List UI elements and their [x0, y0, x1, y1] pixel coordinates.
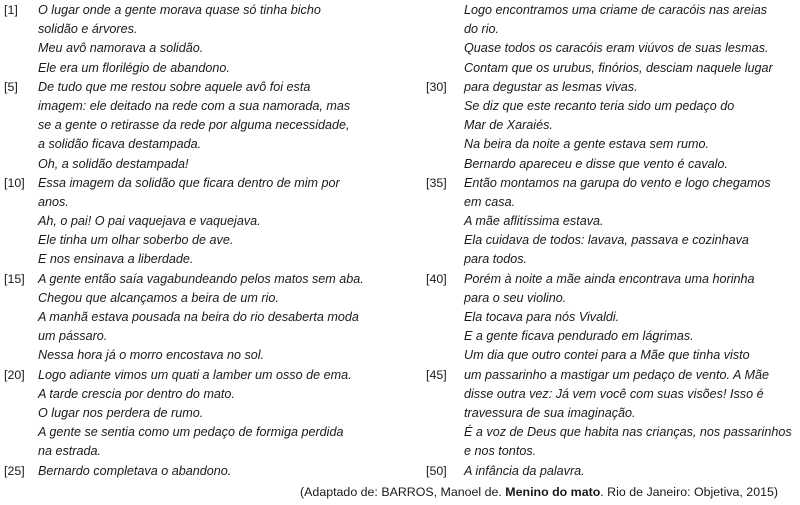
- poem-line: [4, 250, 394, 269]
- line-text: para todos.: [464, 252, 528, 267]
- poem-line: [426, 423, 800, 442]
- line-text: Se diz que este recanto teria sido um pedaço do: [464, 98, 735, 113]
- line-text: do rio.: [464, 22, 500, 37]
- poem-line: [426, 39, 800, 58]
- poem-line: [4, 270, 394, 289]
- poem-line: [426, 155, 800, 174]
- line-text: Mar de Xaraiés.: [464, 118, 553, 133]
- source-prefix: (Adaptado de: BARROS, Manoel de.: [300, 485, 502, 499]
- line-text: travessura de sua imaginação.: [464, 405, 636, 420]
- poem-line: [4, 59, 394, 78]
- line-text: Contam que os urubus, finórios, desciam naquele lugar: [464, 60, 773, 75]
- line-number: [40]: [426, 271, 447, 286]
- poem-line: [426, 327, 800, 346]
- line-text: solidão e árvores.: [38, 22, 138, 37]
- line-text: e nos tontos.: [464, 444, 537, 459]
- poem-line: [4, 366, 394, 385]
- poem-line: [4, 212, 394, 231]
- line-text: Chegou que alcançamos a beira de um rio.: [38, 290, 279, 305]
- line-number: [50]: [426, 463, 447, 478]
- line-text: Ela cuidava de todos: lavava, passava e cozinhava: [464, 233, 749, 248]
- poem-line: [426, 366, 800, 385]
- line-text: E nos ensinava a liberdade.: [38, 252, 194, 267]
- poem-line: [4, 97, 394, 116]
- source-title: Menino do mato: [505, 485, 601, 499]
- line-text: Meu avô namorava a solidão.: [38, 41, 204, 56]
- poem-line: [4, 385, 394, 404]
- line-text: Um dia que outro contei para a Mãe que tinha visto: [464, 348, 750, 363]
- poem-line: [426, 135, 800, 154]
- poem-line: [4, 231, 394, 250]
- poem-line: [426, 308, 800, 327]
- line-text: Logo encontramos uma criame de caracóis nas areias: [464, 3, 768, 17]
- line-text: um pássaro.: [38, 329, 108, 344]
- poem-line: [4, 423, 394, 442]
- line-text: E a gente ficava pendurado em lágrimas.: [464, 329, 694, 344]
- line-text: Na beira da noite a gente estava sem rumo.: [464, 137, 710, 152]
- poem-line: [4, 1, 394, 20]
- line-text: O lugar onde a gente morava quase só tinha bicho: [38, 3, 321, 17]
- line-text: Bernardo apareceu e disse que vento é cavalo.: [464, 156, 728, 171]
- poem-line: [426, 404, 800, 423]
- poem-line: [426, 97, 800, 116]
- poem-line: [426, 212, 800, 231]
- line-text: Quase todos os caracóis eram viúvos de suas lesmas.: [464, 41, 769, 56]
- line-text: em casa.: [464, 194, 516, 209]
- line-text: Essa imagem da solidão que ficara dentro de mim por: [38, 175, 340, 190]
- line-text: É a voz de Deus que habita nas crianças, nos passarinhos: [464, 425, 792, 440]
- line-number: [5]: [4, 79, 18, 94]
- poem-line: [4, 78, 394, 97]
- line-text: Oh, a solidão destampada!: [38, 156, 189, 171]
- line-text: A gente então saía vagabundeando pelos matos sem aba.: [38, 271, 364, 286]
- poem-line: [4, 155, 394, 174]
- poem-line: [4, 404, 394, 423]
- line-text: Nessa hora já o morro encostava no sol.: [38, 348, 265, 363]
- poem-line: [4, 193, 394, 212]
- poem-line: [4, 135, 394, 154]
- poem-line: [4, 462, 394, 481]
- line-text: para degustar as lesmas vivas.: [464, 79, 638, 94]
- line-text: a solidão ficava destampada.: [38, 137, 202, 152]
- poem-line: [4, 39, 394, 58]
- source-citation: [300, 483, 778, 501]
- line-number: [25]: [4, 463, 25, 478]
- line-text: O lugar nos perdera de rumo.: [38, 405, 204, 420]
- line-text: A mãe aflitíssima estava.: [464, 214, 604, 229]
- line-number: [30]: [426, 79, 447, 94]
- poem-line: [4, 327, 394, 346]
- poem-line: [426, 193, 800, 212]
- line-text: na estrada.: [38, 444, 102, 459]
- poem-column-right: [426, 1, 800, 481]
- poem-line: [4, 174, 394, 193]
- line-number: [1]: [4, 3, 18, 17]
- line-text: se a gente o retirasse da rede por alguma necessidade,: [38, 118, 350, 133]
- line-number: [20]: [4, 367, 25, 382]
- poem-line: [4, 442, 394, 461]
- poem-line: [426, 20, 800, 39]
- line-text: A infância da palavra.: [464, 463, 585, 478]
- line-text: um passarinho a mastigar um pedaço de vento. A Mãe: [464, 367, 769, 382]
- poem-line: [426, 346, 800, 365]
- poem-line: [426, 385, 800, 404]
- poem-column-left: [4, 1, 394, 481]
- line-text: Ele tinha um olhar soberbo de ave.: [38, 233, 234, 248]
- line-number: [10]: [4, 175, 25, 190]
- line-text: A tarde crescia por dentro do mato.: [38, 386, 235, 401]
- poem-line: [426, 250, 800, 269]
- line-text: Logo adiante vimos um quati a lamber um osso de ema.: [38, 367, 352, 382]
- line-text: Então montamos na garupa do vento e logo chegamos: [464, 175, 771, 190]
- poem-line: [426, 231, 800, 250]
- poem-line: [426, 442, 800, 461]
- poem-line: [4, 289, 394, 308]
- line-text: Porém à noite a mãe ainda encontrava uma horinha: [464, 271, 755, 286]
- poem-line: [4, 346, 394, 365]
- poem-line: [4, 308, 394, 327]
- line-text: De tudo que me restou sobre aquele avô foi esta: [38, 79, 311, 94]
- line-text: A manhã estava pousada na beira do rio desaberta moda: [38, 310, 359, 324]
- line-text: disse outra vez: Já vem você com suas visões! Isso é: [464, 386, 764, 401]
- poem-line: [426, 116, 800, 135]
- line-text: Ah, o pai! O pai vaquejava e vaquejava.: [38, 214, 261, 229]
- line-text: imagem: ele deitado na rede com a sua namorada, mas: [38, 98, 351, 113]
- source-suffix: . Rio de Janeiro: Objetiva, 2015): [600, 485, 778, 499]
- line-text: Ele era um florilégio de abandono.: [38, 60, 230, 75]
- line-number: [35]: [426, 175, 447, 190]
- line-number: [15]: [4, 271, 25, 286]
- poem-line: [426, 270, 800, 289]
- line-text: Bernardo completava o abandono.: [38, 463, 232, 478]
- line-text: A gente se sentia como um pedaço de formiga perdida: [38, 425, 344, 440]
- line-text: anos.: [38, 194, 69, 209]
- line-text: Ela tocava para nós Vivaldi.: [464, 310, 620, 324]
- poem-line: [426, 462, 800, 481]
- line-number: [45]: [426, 367, 447, 382]
- line-text: para o seu violino.: [464, 290, 567, 305]
- poem-line: [426, 1, 800, 20]
- poem-line: [4, 20, 394, 39]
- poem-line: [426, 78, 800, 97]
- poem-line: [426, 289, 800, 308]
- poem-line: [4, 116, 394, 135]
- poem-line: [426, 59, 800, 78]
- poem-line: [426, 174, 800, 193]
